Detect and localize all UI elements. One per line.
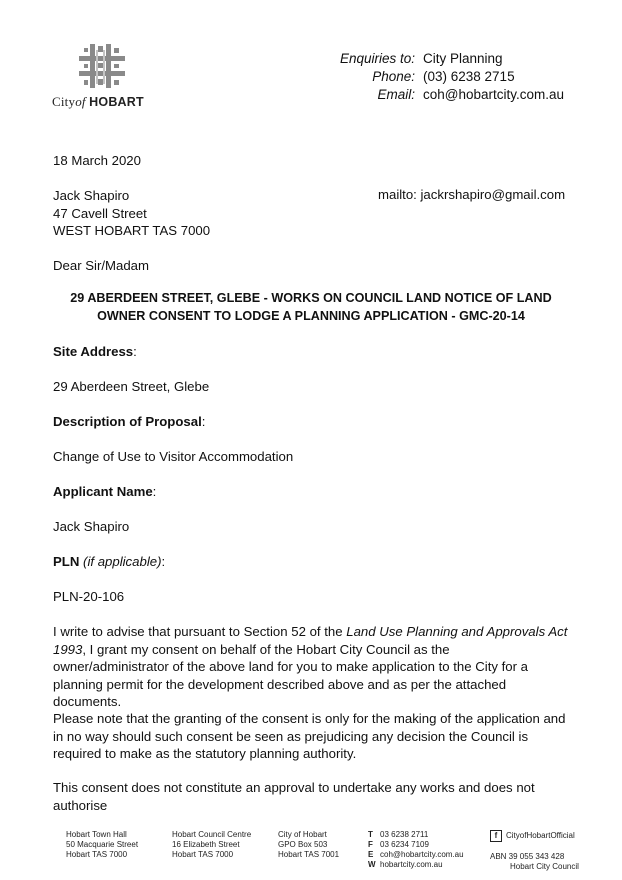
recipient-address [53,187,210,240]
description-value: Change of Use to Visitor Accommodation [53,449,294,464]
recipient-name: Jack Shapiro [53,188,130,203]
salutation: Dear Sir/Madam [53,258,150,273]
disclaimer-paragraph: This consent does not constitute an approval to undertake any works and does not authorise [53,780,535,813]
note-paragraph: Please note that the granting of the consent is only for the making of the application and in no way should such consent be seen as prejudicing any decision the Council is required to make as the statutory planning authority. [53,711,566,761]
letter-date: 18 March 2020 [53,153,141,168]
consent-paragraph: I write to advise that pursuant to Section 52 of the Land Use Planning and Approvals Act 1993, I grant my consent on behalf of the Hobart City Council as the owner/administrator of the above land for you to make application to the City for a planning permit for the development described above and as per the attached documents. [53,624,568,709]
city-of-hobart-logo [52,42,162,110]
site-address-label: Site Address: [53,344,137,359]
footer-contact: T 03 6238 2711 F 03 6234 7109 E coh@hobartcity.com.au W hobartcity.com.au [368,830,464,869]
hobart-crest-icon [76,42,128,90]
pln-value: PLN-20-106 [53,589,125,604]
enquiries-row: Enquiries to: City Planning [339,51,503,66]
applicant-label: Applicant Name: [53,484,157,499]
email-link[interactable]: coh@hobartcity.com.au [423,87,565,102]
logo-wordmark: Cityof HOBART [52,94,144,109]
enquiries-block [330,50,564,104]
recipient-street: 47 Cavell Street [53,205,147,221]
site-address-value: 29 Aberdeen Street, Glebe [53,379,210,394]
recipient-email-link[interactable]: mailto: jackrshapiro@gmail.com [378,187,566,202]
footer-postal: City of Hobart GPO Box 503 Hobart TAS 7001 [278,830,340,859]
applicant-value: Jack Shapiro [53,519,130,534]
pln-label: PLN (if applicable): [53,554,166,569]
letter-subject-heading: 29 ABERDEEN STREET, GLEBE - WORKS ON COUNCIL LAND NOTICE OF LAND OWNER CONSENT TO LODGE A PLANNING APPLICATION - GMC-20-14 [70,291,552,323]
facebook-icon: f [490,830,502,842]
phone-row: Phone: (03) 6238 2715 [372,69,515,84]
description-label: Description of Proposal: [53,414,206,429]
footer-social-abn: f CityofHobartOfficial ABN 39 055 343 428 Hobart City Council [490,831,579,871]
footer-council-centre: Hobart Council Centre 16 Elizabeth Street Hobart TAS 7000 [172,830,252,859]
facebook-link[interactable]: f CityofHobartOfficial [490,830,579,842]
recipient-suburb: WEST HOBART TAS 7000 [53,223,211,238]
footer-town-hall: Hobart Town Hall 50 Macquarie Street Hobart TAS 7000 [66,830,139,859]
email-row: Email: coh@hobartcity.com.au [377,87,565,102]
